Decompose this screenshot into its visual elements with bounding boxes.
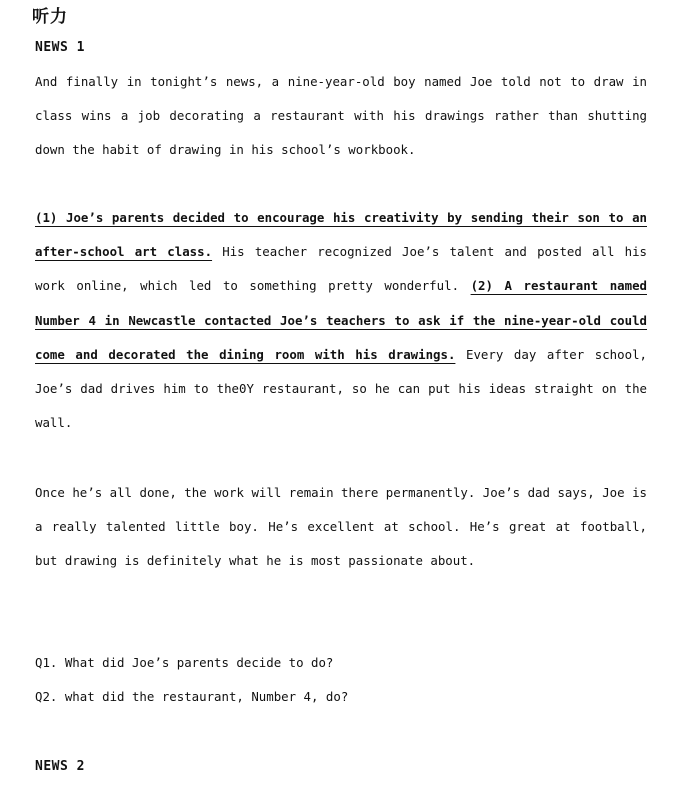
paragraph-2-text-1: His teacher recognized Joe’s talent and posted all his work online, which led to something pretty wonderful. xyxy=(35,244,647,294)
news1-paragraph-2 xyxy=(35,201,647,440)
page-title: 听力 xyxy=(32,7,68,27)
question-1: Q1. What did Joe’s parents decide to do? xyxy=(35,655,334,670)
news1-paragraph-3: Once he’s all done, the work will remain there permanently. Joe’s dad says, Joe is a really talented little boy. He’s excellent at school. He’s great at football, but drawing is definitely what he is most passionate about. xyxy=(35,485,647,569)
answer-highlight-2: (2) A restaurant named Number 4 in Newcastle contacted Joe’s teachers to ask if the nine-year-old could come and decorated the dining room with his drawings. xyxy=(35,278,647,362)
paragraph-2-text-2: Every day after school, Joe’s dad drives him to the0Y restaurant, so he can put his ideas straight on the wall. xyxy=(35,346,647,431)
answer-highlight-1: (1) Joe’s parents decided to encourage his creativity by sending their son to an after-school art class. xyxy=(35,210,647,260)
question-2: Q2. what did the restaurant, Number 4, do? xyxy=(35,689,349,704)
news1-paragraph-1: And finally in tonight’s news, a nine-year-old boy named Joe told not to draw in class wins a job decorating a restaurant with his drawings rather than shutting down the habit of drawing in his school’s workbook. xyxy=(35,74,647,158)
news2-heading: NEWS 2 xyxy=(35,759,85,774)
news1-heading: NEWS 1 xyxy=(35,40,85,55)
